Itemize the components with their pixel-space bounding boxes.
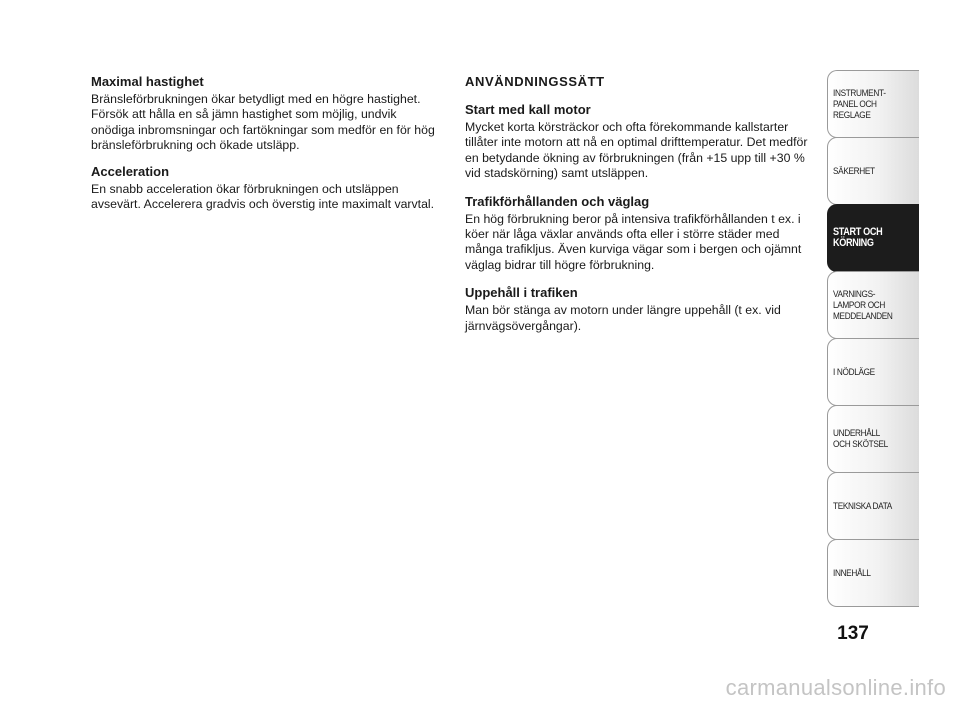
watermark: carmanualsonline.info [725, 675, 946, 700]
section-text: Bränsleförbrukningen ökar betydligt med en högre hastighet. Försök att hålla en så jämn hastighet som möjlig, undvik onödiga inbromsningar och fartökningar som medför en för hög bränsleförbrukning och ökade utsläpp. [91, 92, 435, 153]
left-column [91, 74, 443, 222]
section-uppehall-i-trafiken [465, 285, 815, 334]
section-text: Mycket korta körsträckor och ofta förekommande kallstarter tillåter inte motorn att nå en optimal drifttemperatur. Det medför en betydande ökning av förbrukningen (från +15 upp till +30 % vid stadskörning) samt utsläppen. [465, 120, 808, 181]
tab-tekniska-data[interactable] [827, 472, 919, 540]
section-text: Man bör stänga av motorn under längre uppehåll (t ex. vid järnvägsövergångar). [465, 303, 781, 333]
tab-label: I NÖDLÄGE [833, 366, 875, 378]
tab-label: INSTRUMENT- PANEL OCH REGLAGE [833, 87, 886, 121]
tab-label: TEKNISKA DATA [833, 500, 892, 512]
page-number: 137 [837, 623, 869, 644]
section-trafikforhallanden [465, 194, 815, 274]
tab-i-nodlage[interactable] [827, 338, 919, 406]
tab-sakerhet[interactable] [827, 137, 919, 205]
tab-innehall[interactable] [827, 539, 919, 607]
tab-label: VARNINGS- LAMPOR OCH MEDDELANDEN [833, 288, 893, 322]
section-text: En hög förbrukning beror på intensiva trafikförhållanden t ex. i köer när låga växlar används ofta eller i större städer med många trafikljus. Även kurviga vägar som i bergen och ojämnt väglag bidrar till högre förbrukning. [465, 211, 802, 272]
tab-instrumentpanel[interactable] [827, 70, 919, 138]
section-maximal-hastighet [91, 74, 443, 154]
tab-underhall[interactable] [827, 405, 919, 473]
section-text: En snabb acceleration ökar förbrukningen och utsläppen avsevärt. Accelerera gradvis och överstig inte maximalt varvtal. [91, 181, 435, 212]
tab-start-och-korning[interactable] [827, 204, 919, 272]
tab-label: INNEHÅLL [833, 567, 871, 579]
page-title: ANVÄNDNINGSSÄTT [465, 74, 605, 89]
tab-label: SÄKERHET [833, 165, 875, 177]
section-start-med-kall-motor [465, 102, 815, 182]
tab-label: UNDERHÅLL OCH SKÖTSEL [833, 428, 888, 450]
right-column [465, 74, 815, 346]
section-heading: Uppehåll i trafiken [465, 285, 578, 301]
section-heading: Trafikförhållanden och väglag [465, 193, 650, 209]
tab-label: START OCH KÖRNING [833, 226, 883, 249]
tab-varningslampor[interactable] [827, 271, 919, 339]
section-heading: Start med kall motor [465, 102, 591, 117]
section-heading: Maximal hastighet [91, 74, 204, 89]
section-heading: Acceleration [91, 163, 170, 179]
chapter-tabs [827, 70, 919, 606]
section-acceleration [91, 164, 443, 213]
